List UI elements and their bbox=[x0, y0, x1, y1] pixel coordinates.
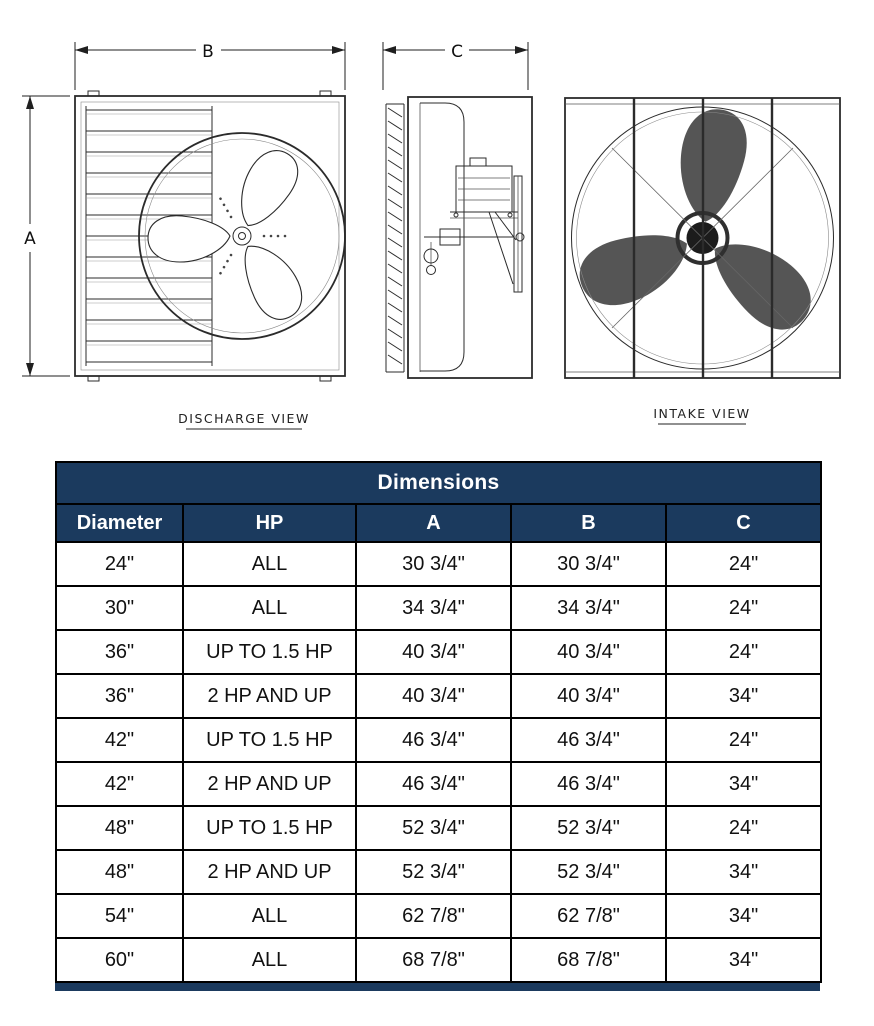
table-cell: 48" bbox=[56, 850, 183, 894]
table-cell: 2 HP AND UP bbox=[183, 850, 356, 894]
table-cell: 40 3/4" bbox=[511, 630, 666, 674]
table-cell: 24" bbox=[666, 630, 821, 674]
table-cell: 34" bbox=[666, 938, 821, 982]
table-cell: ALL bbox=[183, 542, 356, 586]
table-title-row bbox=[56, 462, 821, 504]
table-row bbox=[56, 718, 821, 762]
column-header-c: C bbox=[666, 504, 821, 542]
table-body bbox=[56, 542, 821, 982]
rivet-row bbox=[263, 235, 287, 238]
table-cell: 40 3/4" bbox=[356, 630, 511, 674]
table-cell: 42" bbox=[56, 762, 183, 806]
table-cell: 24" bbox=[666, 542, 821, 586]
table-cell: 40 3/4" bbox=[356, 674, 511, 718]
table-cell: 2 HP AND UP bbox=[183, 674, 356, 718]
table-cell: 46 3/4" bbox=[356, 718, 511, 762]
table-cell: ALL bbox=[183, 894, 356, 938]
table-row bbox=[56, 850, 821, 894]
table-cell: 36" bbox=[56, 630, 183, 674]
table-cell: UP TO 1.5 HP bbox=[183, 718, 356, 762]
table-cell: 52 3/4" bbox=[356, 850, 511, 894]
table-cell: 24" bbox=[56, 542, 183, 586]
discharge-view-drawing bbox=[75, 91, 345, 381]
table-cell: 34" bbox=[666, 850, 821, 894]
table-cell: 52 3/4" bbox=[511, 806, 666, 850]
table-cell: 62 7/8" bbox=[511, 894, 666, 938]
table-cell: 34" bbox=[666, 762, 821, 806]
fan-blades bbox=[148, 142, 312, 328]
table-row bbox=[56, 938, 821, 982]
motor-assembly bbox=[450, 158, 518, 218]
table-cell: 40 3/4" bbox=[511, 674, 666, 718]
column-header-b: B bbox=[511, 504, 666, 542]
column-header-a: A bbox=[356, 504, 511, 542]
side-louvers bbox=[386, 104, 404, 372]
dim-label-a: A bbox=[24, 229, 36, 249]
table-head bbox=[56, 462, 821, 542]
table-cell: 52 3/4" bbox=[356, 806, 511, 850]
rivet-row bbox=[219, 197, 233, 219]
table-cell: 54" bbox=[56, 894, 183, 938]
table-cell: 30" bbox=[56, 586, 183, 630]
table-cell: 60" bbox=[56, 938, 183, 982]
table-cell: UP TO 1.5 HP bbox=[183, 806, 356, 850]
table-cell: 30 3/4" bbox=[511, 542, 666, 586]
dimensions-table bbox=[55, 461, 822, 983]
discharge-view-label: DISCHARGE VIEW bbox=[178, 411, 310, 426]
dimension-b bbox=[75, 42, 345, 90]
table-cell: 30 3/4" bbox=[356, 542, 511, 586]
table-cell: ALL bbox=[183, 586, 356, 630]
column-header-diameter: Diameter bbox=[56, 504, 183, 542]
table-cell: 62 7/8" bbox=[356, 894, 511, 938]
dimensions-table-section bbox=[55, 461, 820, 983]
table-cell: 36" bbox=[56, 674, 183, 718]
table-cell: 46 3/4" bbox=[356, 762, 511, 806]
belt-drive bbox=[424, 176, 524, 292]
table-bottom-bar bbox=[55, 983, 820, 991]
table-cell: 34" bbox=[666, 674, 821, 718]
table-cell: 24" bbox=[666, 718, 821, 762]
intake-view-label: INTAKE VIEW bbox=[653, 406, 751, 421]
table-cell: 46 3/4" bbox=[511, 718, 666, 762]
table-cell: 48" bbox=[56, 806, 183, 850]
table-cell: 2 HP AND UP bbox=[183, 762, 356, 806]
intake-fan-silhouette bbox=[571, 104, 825, 343]
table-header-row bbox=[56, 504, 821, 542]
table-row bbox=[56, 542, 821, 586]
table-cell: 34 3/4" bbox=[356, 586, 511, 630]
table-cell: UP TO 1.5 HP bbox=[183, 630, 356, 674]
rivet-row bbox=[219, 253, 233, 275]
technical-drawings bbox=[0, 0, 874, 440]
side-view-drawing bbox=[386, 97, 532, 378]
table-row bbox=[56, 586, 821, 630]
table-cell: 34" bbox=[666, 894, 821, 938]
intake-view-drawing bbox=[565, 98, 840, 378]
dimension-c bbox=[383, 42, 528, 90]
table-cell: ALL bbox=[183, 938, 356, 982]
table-cell: 68 7/8" bbox=[356, 938, 511, 982]
dimension-a bbox=[22, 96, 70, 376]
table-row bbox=[56, 894, 821, 938]
table-cell: 68 7/8" bbox=[511, 938, 666, 982]
table-row bbox=[56, 806, 821, 850]
table-row bbox=[56, 674, 821, 718]
table-row bbox=[56, 630, 821, 674]
column-header-hp: HP bbox=[183, 504, 356, 542]
dim-label-c: C bbox=[451, 42, 463, 62]
table-cell: 42" bbox=[56, 718, 183, 762]
table-title: Dimensions bbox=[56, 462, 821, 504]
tension-pulleys bbox=[424, 242, 438, 275]
table-cell: 24" bbox=[666, 586, 821, 630]
view-labels bbox=[178, 406, 751, 429]
table-cell: 52 3/4" bbox=[511, 850, 666, 894]
table-cell: 46 3/4" bbox=[511, 762, 666, 806]
table-row bbox=[56, 762, 821, 806]
table-cell: 24" bbox=[666, 806, 821, 850]
grille-frame bbox=[565, 98, 840, 378]
dim-label-b: B bbox=[202, 42, 214, 62]
table-cell: 34 3/4" bbox=[511, 586, 666, 630]
